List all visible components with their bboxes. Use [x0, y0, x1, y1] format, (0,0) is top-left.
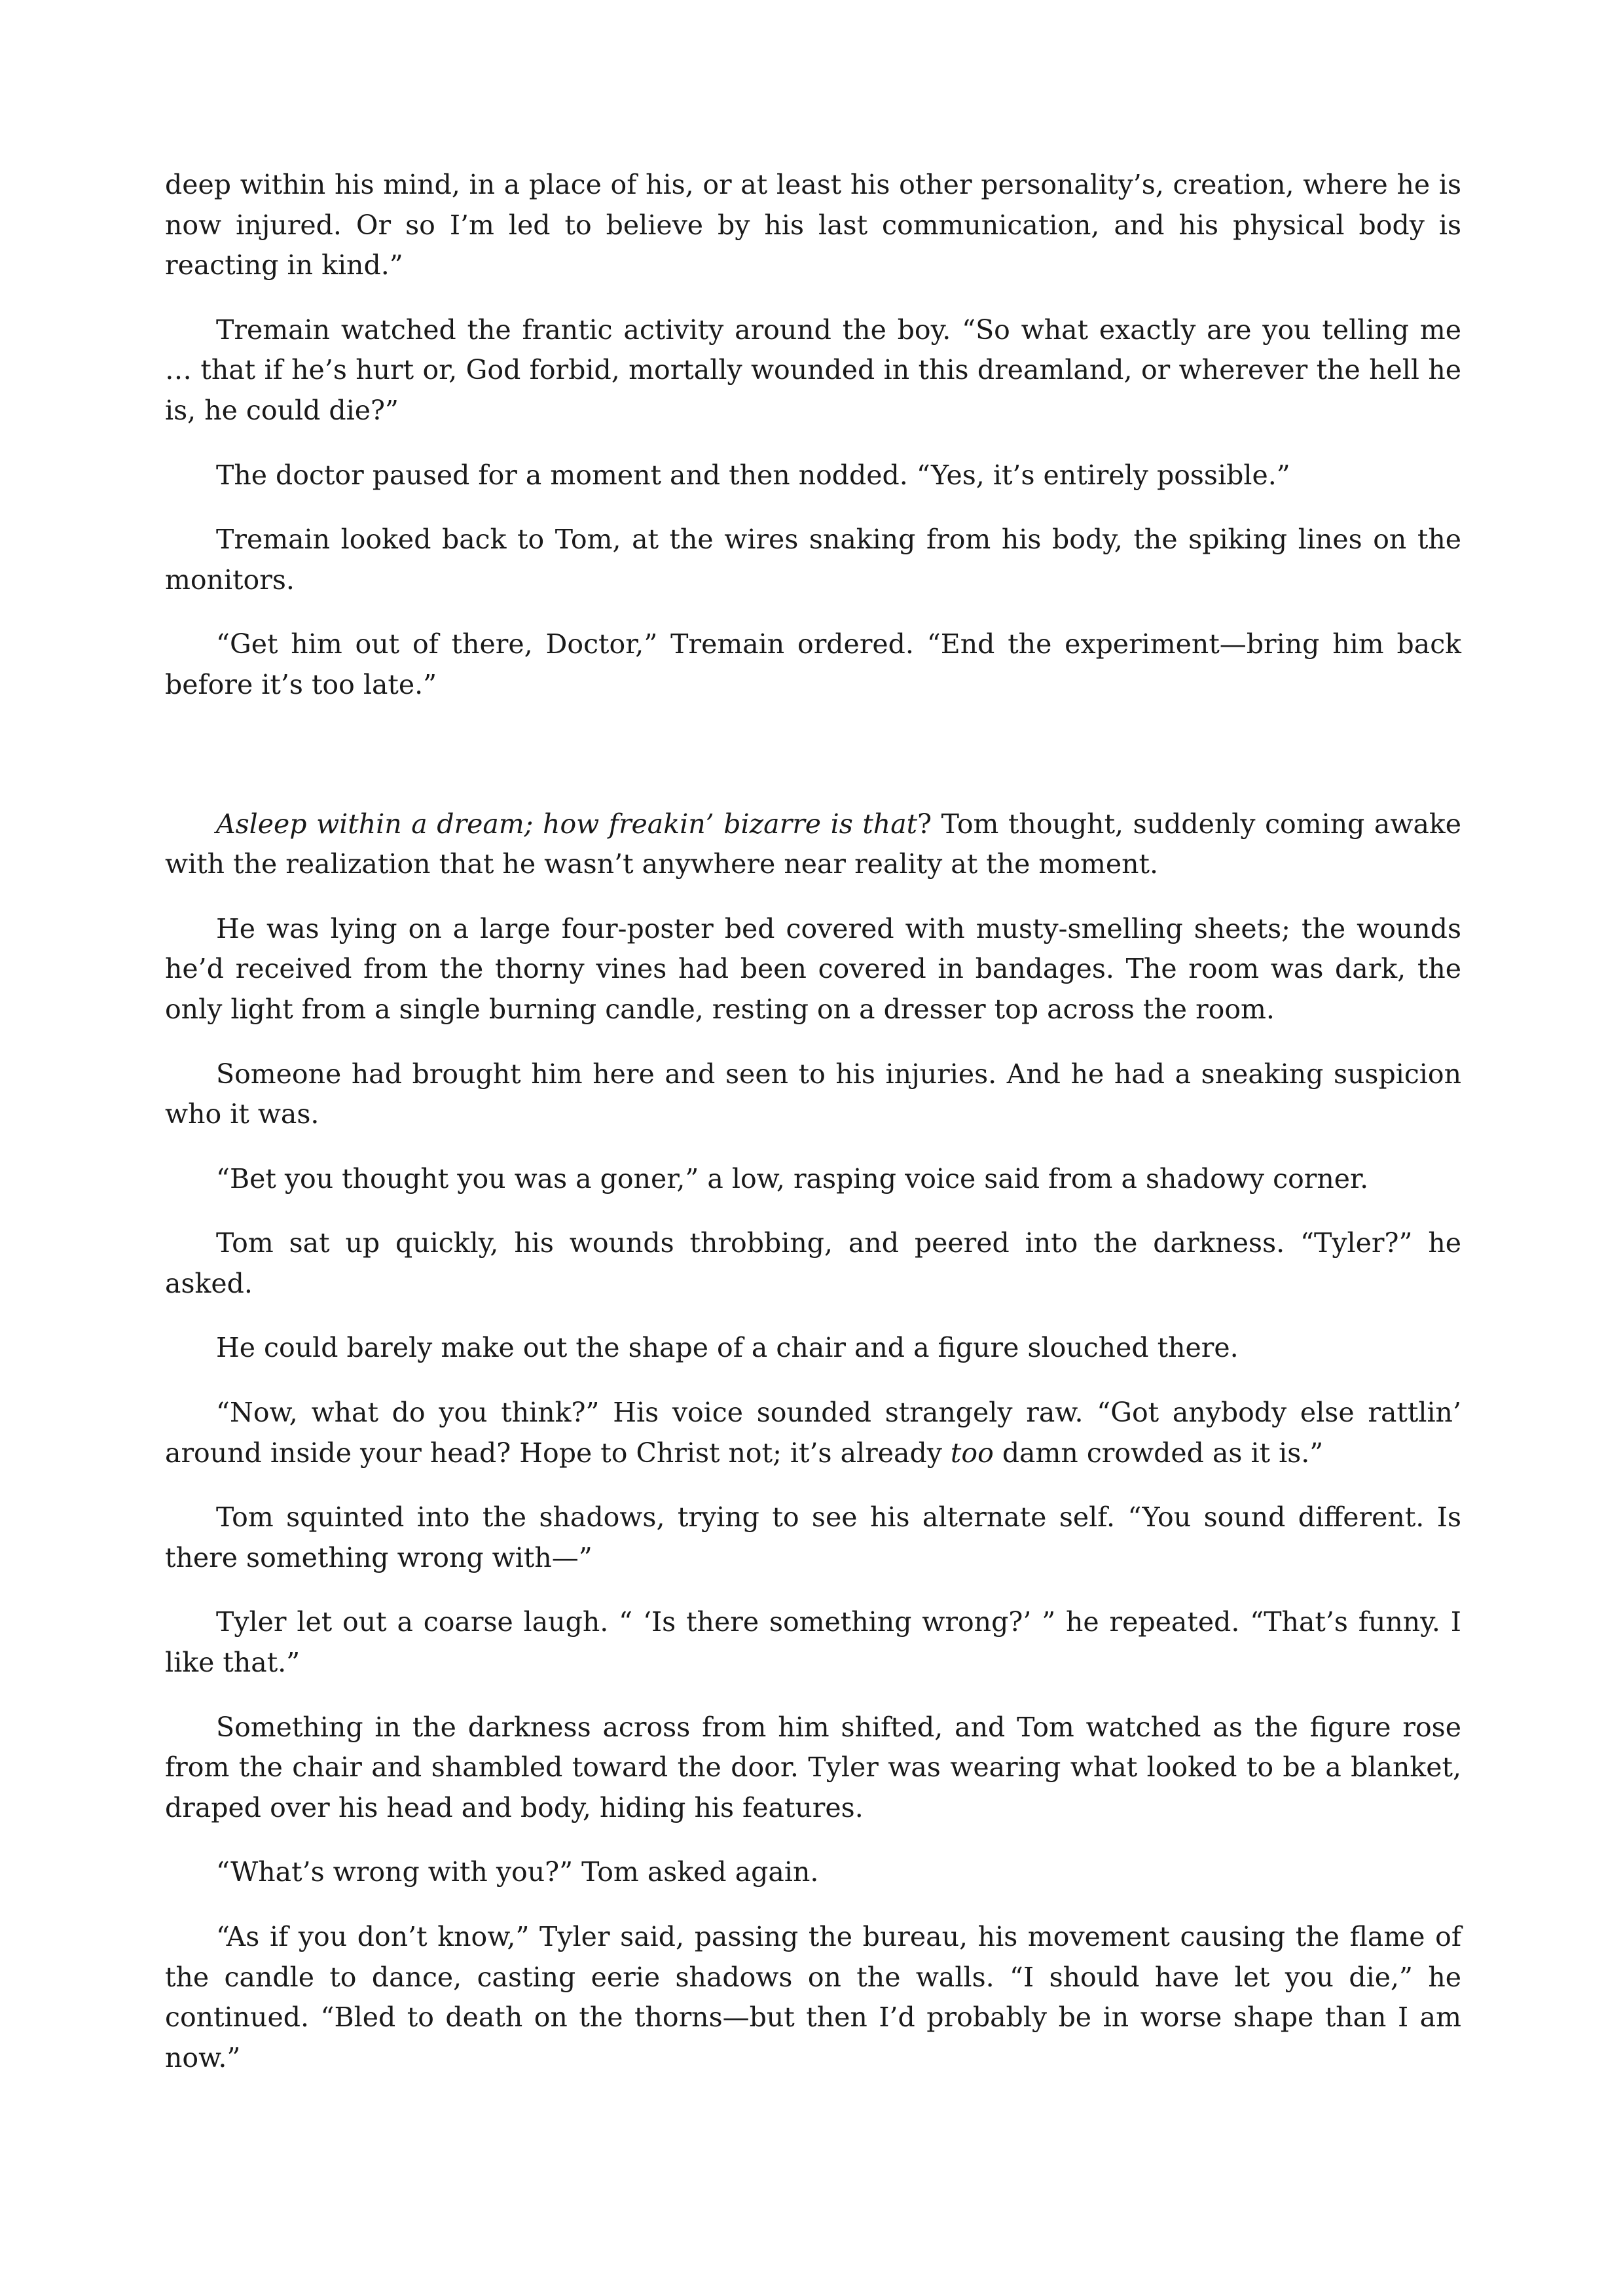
paragraph [165, 624, 1461, 705]
text-run: Tremain looked back to Tom, at the wires snaking from his body, the spiking lines on the monitors. [165, 524, 1461, 596]
text-run: He could barely make out the shape of a chair and a figure slouched there. [216, 1332, 1239, 1364]
paragraph [165, 1852, 1461, 1893]
paragraph [165, 165, 1461, 286]
text-run: Tyler let out a coarse laugh. “ ‘Is there something wrong?’ ” he repeated. “That’s funny. I like that.” [165, 1606, 1461, 1679]
text-run: “Bet you thought you was a goner,” a low, rasping voice said from a shadowy corner. [216, 1162, 1369, 1194]
paragraph [165, 1223, 1461, 1304]
paragraph [165, 1393, 1461, 1473]
text-run: “Get him out of there, Doctor,” Tremain ordered. “End the experiment—bring him back before it’s too late.” [165, 628, 1461, 700]
paragraph [165, 804, 1461, 885]
text-run: Tremain watched the frantic activity around the boy. “So what exactly are you telling me … that if he’s hurt or, God forbid, mortally wounded in this dreamland, or wherever the hell he is, he could die?” [165, 314, 1461, 426]
text-run: The doctor paused for a moment and then nodded. “Yes, it’s entirely possible.” [216, 459, 1290, 491]
text-run: Someone had brought him here and seen to his injuries. And he had a sneaking suspicion who it was. [165, 1058, 1461, 1130]
italic-text: too [950, 1437, 994, 1469]
text-run: “What’s wrong with you?” Tom asked again. [216, 1856, 819, 1888]
text-run: He was lying on a large four-poster bed covered with musty-smelling sheets; the wounds he’d received from the thorny vines had been covered in bandages. The room was dark, the only light from a single burning candle, resting on a dresser top across the room. [165, 912, 1461, 1025]
paragraph [165, 1159, 1461, 1200]
paragraph [165, 310, 1461, 431]
text-run: Tom squinted into the shadows, trying to see his alternate self. “You sound different. Is there something wrong with—” [165, 1501, 1461, 1573]
text-run: “As if you don’t know,” Tyler said, passing the bureau, his movement causing the flame of the candle to dance, casting eerie shadows on the walls. “I should have let you die,” he continued. “Bled to death on the thorns—but then I’d probably be in worse shape than I am now.” [165, 1921, 1461, 2073]
scene-break [165, 730, 1461, 804]
paragraph [165, 456, 1461, 496]
book-page [165, 165, 1461, 2102]
paragraph [165, 1917, 1461, 2078]
paragraph [165, 1054, 1461, 1135]
paragraph [165, 1708, 1461, 1829]
text-run: ? Tom thought, suddenly coming awake with the realization that he wasn’t anywhere near reality at the moment. [165, 808, 1461, 880]
text-run: “Now, what do you think?” His voice sounded strangely raw. “Got anybody else rattlin’ around inside your head? Hope to Christ not; it’s already [165, 1397, 1461, 1469]
paragraph [165, 1602, 1461, 1683]
paragraph [165, 909, 1461, 1030]
italic-text: Asleep within a dream; how freakin’ bizarre is that [216, 808, 918, 840]
text-run: Tom sat up quickly, his wounds throbbing, and peered into the darkness. “Tyler?” he asked. [165, 1227, 1461, 1299]
text-run: deep within his mind, in a place of his, or at least his other personality’s, creation, where he is now injured. Or so I’m led to believe by his last communication, and his physical body is reacting in kind.” [165, 169, 1461, 281]
paragraph [165, 1328, 1461, 1369]
paragraph [165, 520, 1461, 600]
paragraph [165, 1498, 1461, 1578]
text-run: damn crowded as it is.” [993, 1437, 1324, 1469]
text-run: Something in the darkness across from him shifted, and Tom watched as the figure rose from the chair and shambled toward the door. Tyler was wearing what looked to be a blanket, draped over his head and body, hiding his features. [165, 1711, 1461, 1823]
